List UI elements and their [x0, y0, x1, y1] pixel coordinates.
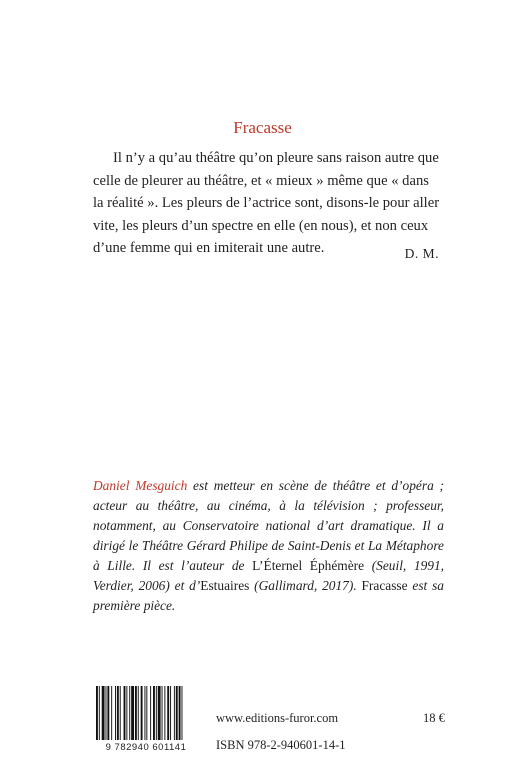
book-title-reference: Estuaires — [200, 578, 250, 593]
author-name: Daniel Mesguich — [93, 478, 188, 493]
barcode-bar — [106, 686, 107, 740]
barcode-bar — [107, 686, 109, 740]
barcode-bar — [117, 686, 119, 740]
book-title: Fracasse — [233, 118, 292, 137]
barcode-bar — [158, 686, 161, 740]
barcode-bar — [144, 686, 145, 740]
bio-text: (Gallimard, 2017). — [249, 578, 362, 593]
barcode-bar — [102, 686, 105, 740]
barcode-bar — [150, 686, 151, 740]
barcode-bar — [131, 686, 134, 740]
barcode-bar — [115, 686, 116, 740]
barcode-bar — [99, 686, 100, 740]
author-bio — [93, 476, 444, 616]
publisher-website: www.editions-furor.com — [216, 711, 339, 725]
quote-line: la réalité ». Les pleurs de l’actrice sont, disons-le pour aller — [93, 195, 440, 211]
barcode-bar — [126, 686, 127, 740]
barcode-bar — [176, 686, 178, 740]
barcode-bars — [90, 686, 202, 742]
book-title-reference: Fracasse — [361, 578, 408, 593]
barcode-bar — [120, 686, 121, 740]
barcode-bar — [164, 686, 165, 740]
barcode-bar — [153, 686, 155, 740]
barcode-bar — [138, 686, 139, 740]
barcode-bar — [135, 686, 137, 740]
barcode-bar — [124, 686, 126, 740]
quote-signature: D. M. — [404, 246, 439, 261]
bio-text: est metteur en scène de théâtre et d’opéra ; acteur au théâtre, au cinéma, à la télévision ; professeur, notamment, au Conservatoire national d’art dramatique. Il a dirigé le Théâtre Gérard Philipe de Saint-Denis et La Métaphore à Lille. Il est l’auteur de — [93, 478, 444, 573]
isbn-number: ISBN 978-2-940601-14-1 — [216, 738, 346, 752]
barcode-bar — [167, 686, 169, 740]
barcode-bar — [111, 686, 112, 740]
barcode-bar — [174, 686, 175, 740]
barcode-bar — [129, 686, 130, 740]
barcode-bar — [162, 686, 163, 740]
barcode-bar — [96, 686, 98, 740]
price: 18 € — [423, 711, 445, 725]
barcode-bar — [179, 686, 181, 740]
bio-text: est sa première pièce. — [93, 578, 444, 613]
barcode-bar — [156, 686, 157, 740]
quote-line: d’une femme qui en imiterait une autre. — [93, 240, 325, 256]
barcode-bar — [182, 686, 183, 740]
barcode-bar — [146, 686, 147, 740]
quote-line: celle de pleurer au théâtre, et « mieux » même que « dans — [93, 172, 429, 189]
quote-line: Il n’y a qu’au théâtre qu’on pleure sans raison autre que — [113, 150, 439, 166]
quote-line: vite, les pleurs d’un spectre en elle (en nous), et non ceux — [93, 217, 429, 234]
bio-text: (Seuil, 1991, Verdier, 2006) et d’ — [93, 558, 445, 593]
barcode-bar — [141, 686, 143, 740]
isbn-barcode — [90, 686, 202, 754]
barcode-bar — [170, 686, 171, 740]
barcode-digits: 9 782940 601141 — [105, 742, 187, 753]
book-title-reference: L’Éternel Éphémère — [252, 558, 365, 573]
back-cover-quote — [93, 147, 443, 260]
